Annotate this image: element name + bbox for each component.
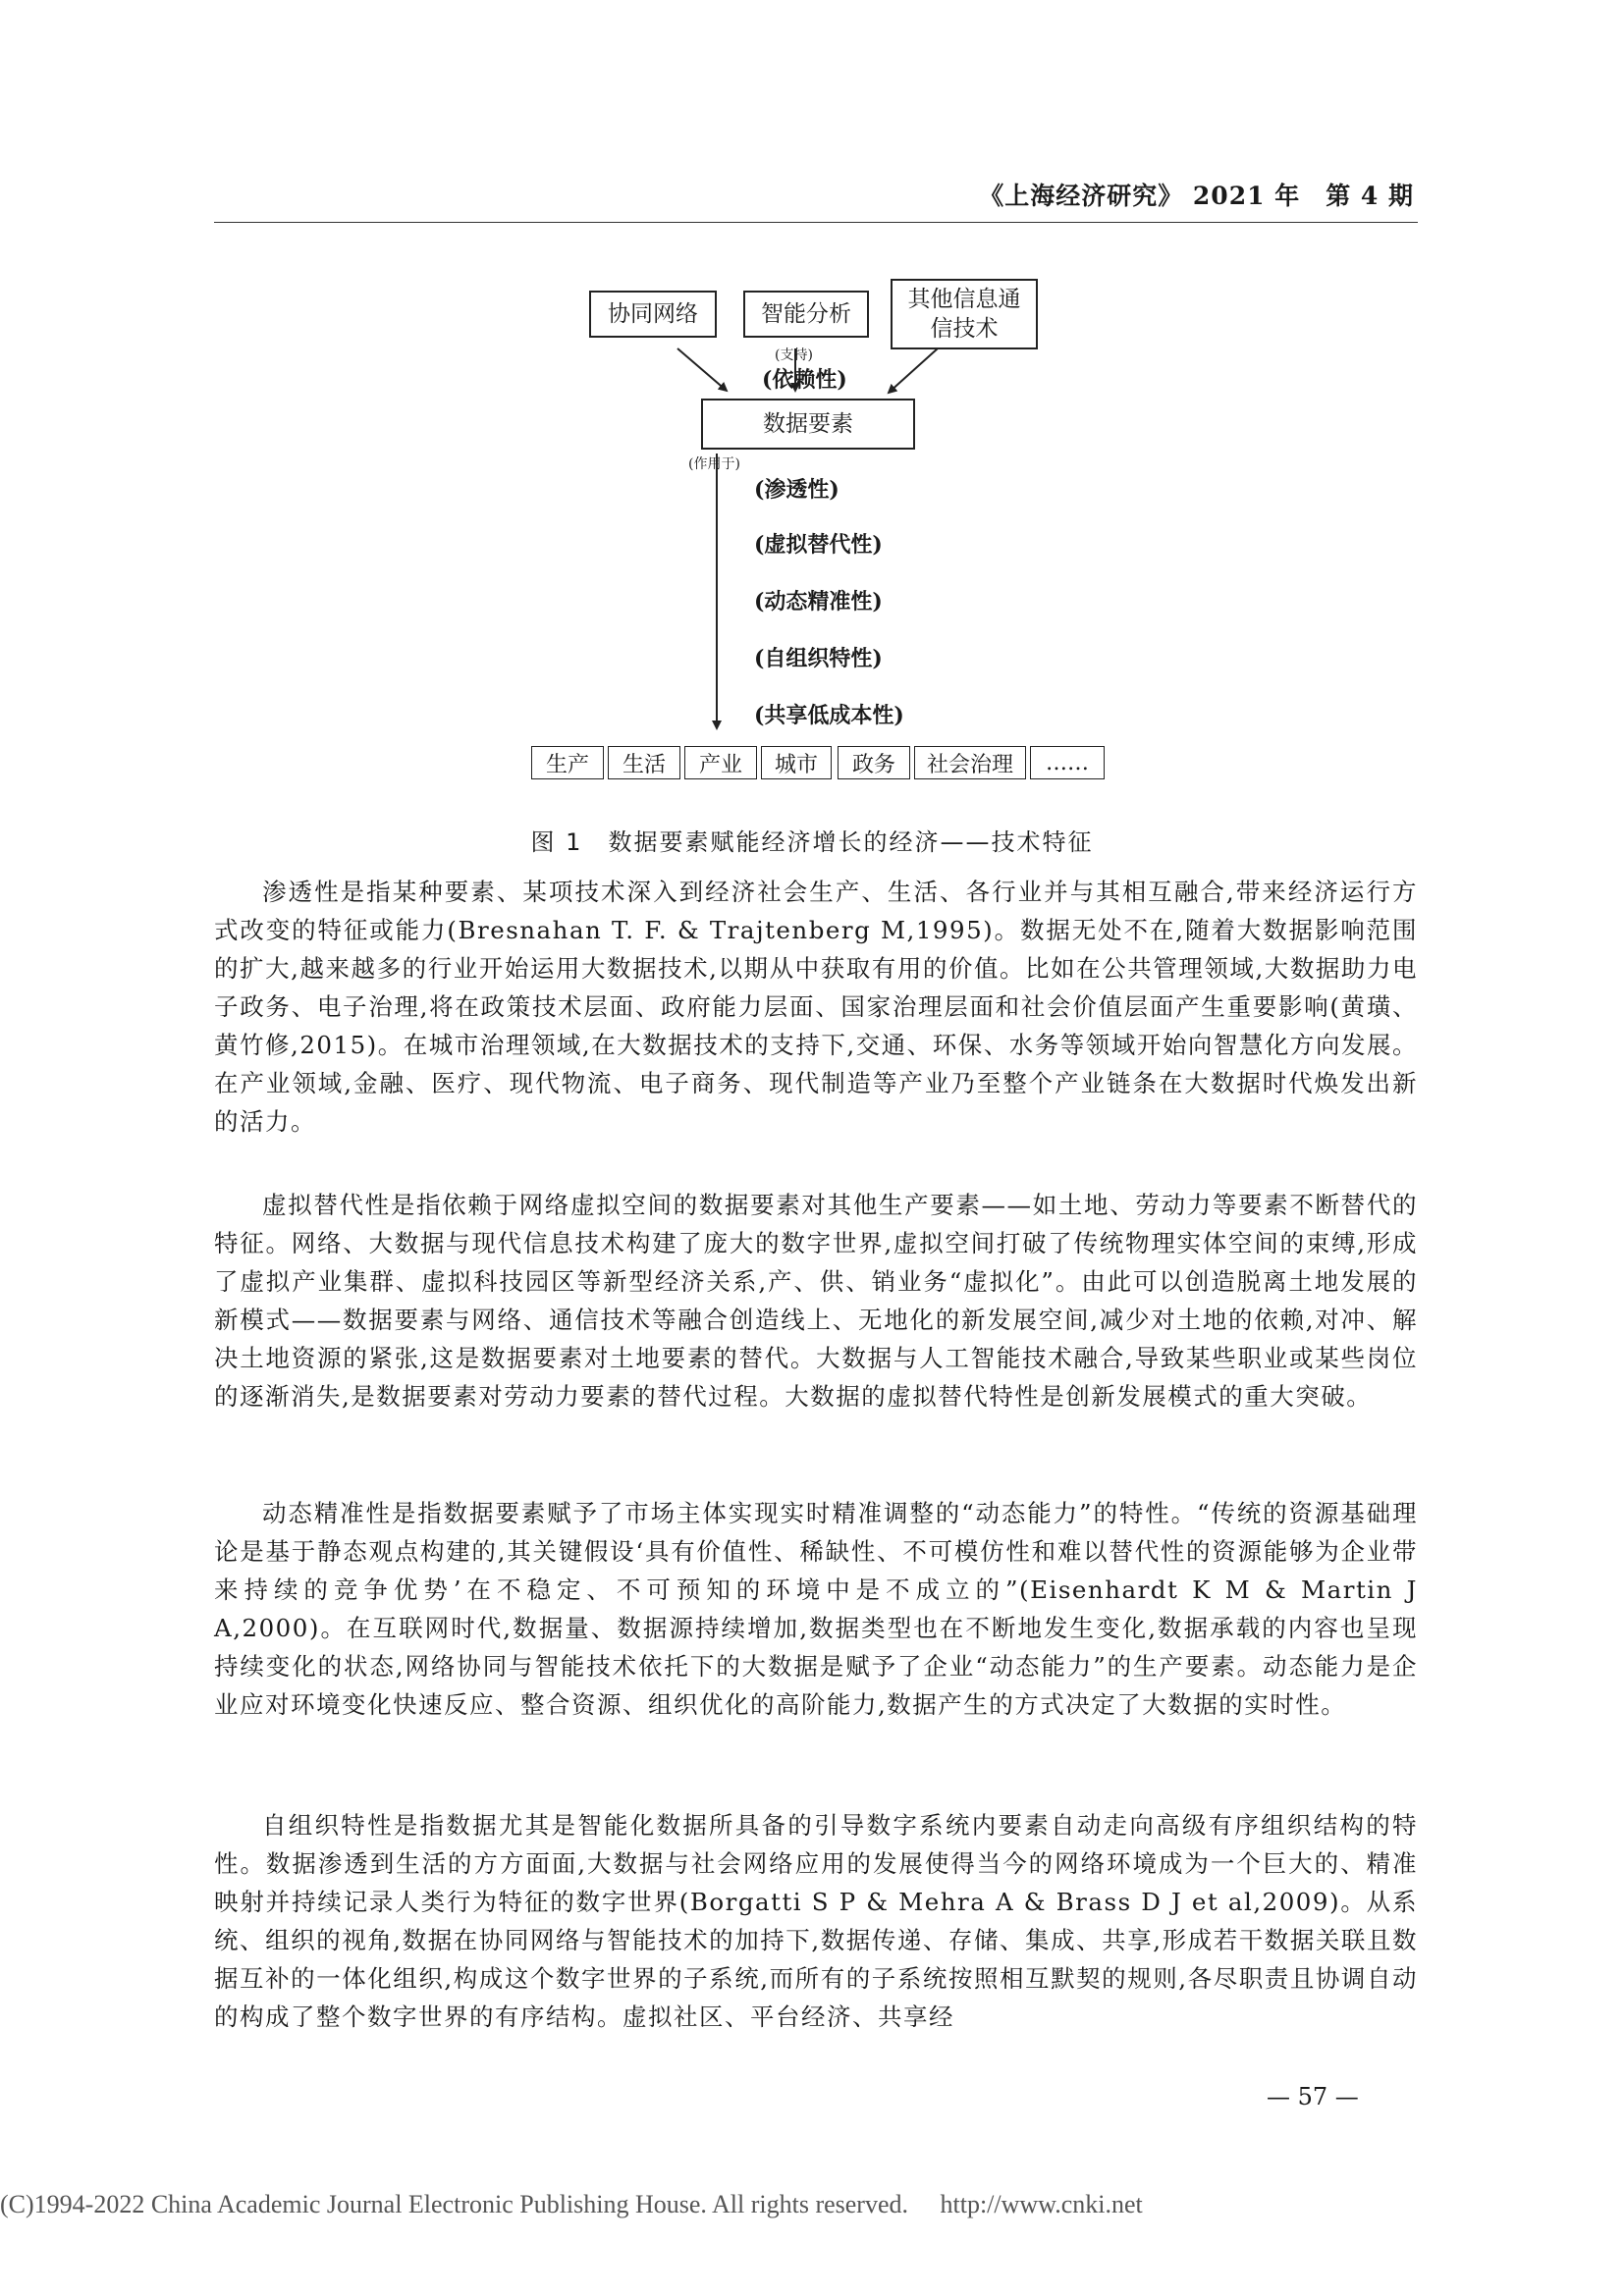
box-collaborative-network: 协同网络: [589, 291, 717, 338]
label-dependency: (依赖性): [762, 367, 847, 393]
copyright-notice: (C)1994-2022 China Academic Journal Electronic Publishing House. All rights reserved. http://www.cnki.net: [0, 2190, 1143, 2218]
box-city: 城市: [761, 746, 832, 779]
arrow-right: [889, 348, 938, 393]
label-acts-on: (作用于): [688, 456, 740, 472]
box-social-governance: 社会治理: [914, 746, 1026, 779]
box-life: 生活: [608, 746, 680, 779]
property-self-organization: (自组织特性): [754, 646, 883, 671]
box-industry: 产业: [684, 746, 757, 779]
header-text: 《上海经济研究》 2021 年 第 4 期: [979, 182, 1414, 210]
box-government: 政务: [838, 746, 910, 779]
arrow-left: [677, 348, 727, 391]
paragraph-penetration: 渗透性是指某种要素、某项技术深入到经济社会生产、生活、各行业并与其相互融合,带来经济运行方式改变的特征或能力(Bresnahan T. F. & Trajtenberg M,1995)。数据无处不在,随着大数据影响范围的扩大,越来越多的行业开始运用大数据技术,以期从中获取有用的价值。比如在公共管理领域,大数据助力电子政务、电子治理,将在政策技术层面、政府能力层面、国家治理层面和社会价值层面产生重要影响(黄璜、黄竹修,2015)。在城市治理领域,在大数据技术的支持下,交通、环保、水务等领域开始向智慧化方向发展。在产业领域,金融、医疗、现代物流、电子商务、现代制造等产业乃至整个产业链条在大数据时代焕发出新的活力。: [214, 878, 1418, 1136]
paragraph-virtual-substitution: 虚拟替代性是指依赖于网络虚拟空间的数据要素对其他生产要素——如土地、劳动力等要素不断替代的特征。网络、大数据与现代信息技术构建了庞大的数字世界,虚拟空间打破了传统物理实体空间的束缚,形成了虚拟产业集群、虚拟科技园区等新型经济关系,产、供、销业务“虚拟化”。由此可以创造脱离土地发展的新模式——数据要素与网络、通信技术等融合创造线上、无地化的新发展空间,减少对土地的依赖,对冲、解决土地资源的紧张,这是数据要素对土地要素的替代。大数据与人工智能技术融合,导致某些职业或某些岗位的逐渐消失,是数据要素对劳动力要素的替代过程。大数据的虚拟替代特性是创新发展模式的重大突破。: [214, 1191, 1418, 1411]
property-dynamic-precision: (动态精准性): [754, 589, 883, 614]
property-virtual-substitution: (虚拟替代性): [754, 532, 883, 558]
page-number: — 57 —: [1267, 2083, 1359, 2110]
property-penetration: (渗透性): [754, 477, 839, 503]
box-production: 生产: [531, 746, 604, 779]
box-data-element: 数据要素: [701, 399, 915, 450]
label-support: (支持): [775, 347, 813, 363]
property-low-cost-sharing: (共享低成本性): [754, 703, 904, 728]
box-ellipsis: ……: [1030, 746, 1105, 779]
box-smart-analysis: 智能分析: [743, 291, 869, 338]
box-other-ict: 其他信息通信技术: [891, 279, 1038, 349]
paragraph-self-organization: 自组织特性是指数据尤其是智能化数据所具备的引导数字系统内要素自动走向高级有序组织结构的特性。数据渗透到生活的方方面面,大数据与社会网络应用的发展使得当今的网络环境成为一个巨大的、精准映射并持续记录人类行为特征的数字世界(Borgatti S P & Mehra A & Brass D J et al,2009)。从系统、组织的视角,数据在协同网络与智能技术的加持下,数据传递、存储、集成、共享,形成若干数据关联且数据互补的一体化组织,构成这个数字世界的子系统,而所有的子系统按照相互默契的规则,各尽职责且协调自动的构成了整个数字世界的有序结构。虚拟社区、平台经济、共享经: [214, 1811, 1418, 2031]
figure-caption: 图 1 数据要素赋能经济增长的经济——技术特征: [530, 828, 1094, 856]
paragraph-dynamic-precision: 动态精准性是指数据要素赋予了市场主体实现实时精准调整的“动态能力”的特性。“传统的资源基础理论是基于静态观点构建的,其关键假设‘具有价值性、稀缺性、不可模仿性和难以替代性的资源能够为企业带来持续的竞争优势’在不稳定、不可预知的环境中是不成立的”(Eisenhardt K M & Martin J A,2000)。在互联网时代,数据量、数据源持续增加,数据类型也在不断地发生变化,数据承载的内容也呈现持续变化的状态,网络协同与智能技术依托下的大数据是赋予了企业“动态能力”的生产要素。动态能力是企业应对环境变化快速反应、整合资源、组织优化的高阶能力,数据产生的方式决定了大数据的实时性。: [214, 1499, 1418, 1719]
